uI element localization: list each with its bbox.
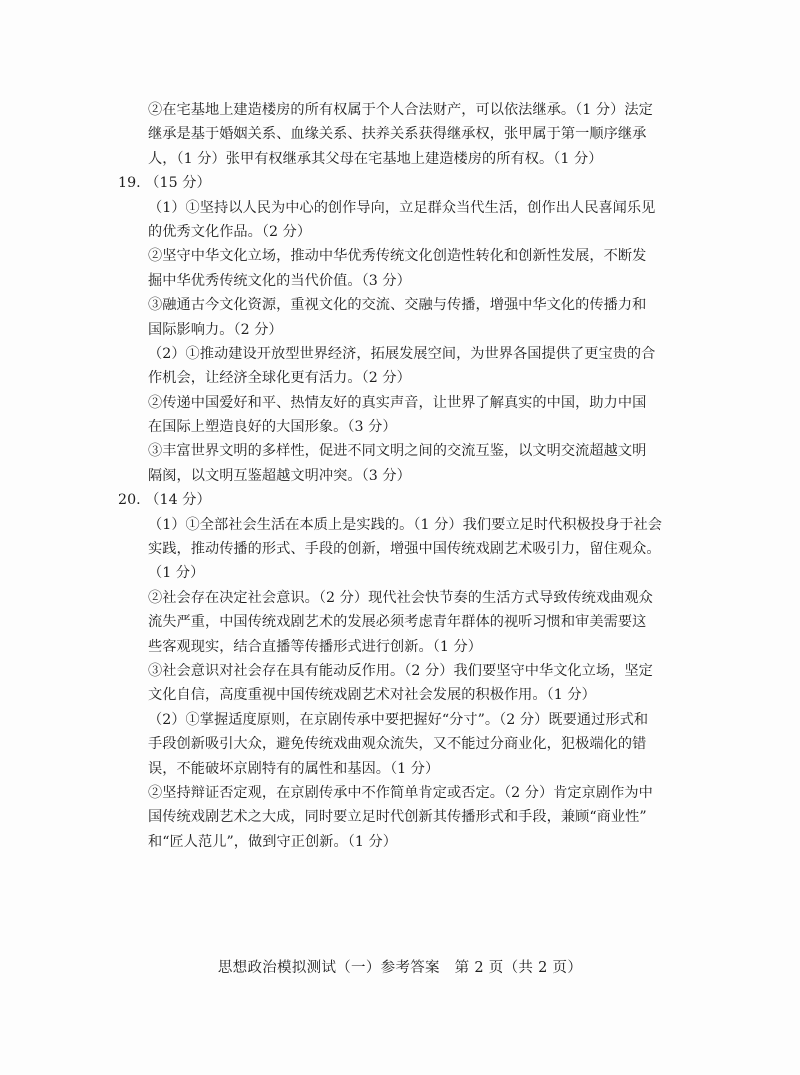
text-line: 国际影响力。（2 分） (148, 321, 283, 338)
text-line: 和“匠人范儿”，做到守正创新。（1 分） (148, 833, 397, 850)
question-20 (118, 488, 696, 854)
text-line: ②坚守中华文化立场，推动中华优秀传统文化创造性转化和创新性发展，不断发 (148, 248, 647, 265)
text-line: ②传递中国爱好和平、热情友好的真实声音，让世界了解真实的中国，助力中国 (148, 394, 647, 411)
question-number (118, 488, 211, 512)
text-line: 人，（1 分）张甲有权继承其父母在宅基地上建造楼房的所有权。（1 分） (148, 150, 603, 167)
text-line: 的优秀文化作品。（2 分） (148, 223, 312, 240)
text-line: 实践，推动传播的形式、手段的创新，增强中国传统戏剧艺术吸引力，留住观众。 (148, 541, 661, 558)
question-score: （14 分） (145, 492, 211, 509)
page-footer: 思想政治模拟测试（一）参考答案 第 2 页（共 2 页） (217, 960, 583, 976)
text-line: ②社会存在决定社会意识。（2 分）现代社会快节奏的生活方式导致传统戏曲观众 (148, 589, 653, 606)
text-line: 误，不能破坏京剧特有的属性和基因。（1 分） (148, 760, 440, 777)
text-line: （2）①推动建设开放型世界经济，拓展发展空间，为世界各国提供了更宝贵的合 (148, 345, 656, 362)
text-line: 流失严重，中国传统戏剧艺术的发展必须考虑青年群体的视听习惯和审美需要这 (148, 614, 647, 631)
question-19 (118, 171, 696, 488)
text-line: ③丰富世界文明的多样性，促进不同文明之间的交流互鉴，以文明交流超越文明 (148, 443, 647, 460)
text-line: 作机会，让经济全球化更有活力。（2 分） (148, 370, 411, 387)
question-header-spacer (148, 488, 696, 512)
text-line: ③融通古今文化资源，重视文化的交流、交融与传播，增强中华文化的传播力和 (148, 297, 647, 314)
question-header-spacer (148, 171, 696, 195)
text-line: 文化自信，高度重视中国传统戏剧艺术对社会发展的积极作用。（1 分） (148, 687, 596, 704)
question-number (118, 171, 211, 195)
answer-content (118, 98, 696, 854)
text-line: 继承是基于婚姻关系、血缘关系、扶养关系获得继承权，张甲属于第一顺序继承 (148, 126, 647, 143)
text-line: 国传统戏剧艺术之大成，同时要立足时代创新其传播形式和手段，兼顾“商业性” (148, 809, 647, 826)
text-line: 在国际上塑造良好的大国形象。（3 分） (148, 419, 397, 436)
text-line: （1）①坚持以人民为中心的创作导向，立足群众当代生活，创作出人民喜闻乐见 (148, 199, 656, 216)
question-number-text: 20. (118, 492, 141, 509)
question-score: （15 分） (145, 175, 211, 192)
text-line: ②在宅基地上建造楼房的所有权属于个人合法财产，可以依法继承。（1 分）法定 (148, 102, 653, 118)
text-line: ③社会意识对社会存在具有能动反作用。（2 分）我们要坚守中华文化立场，坚定 (148, 662, 653, 679)
question-number-text: 19. (118, 175, 141, 192)
text-line: 些客观现实，结合直播等传播形式进行创新。（1 分） (148, 638, 483, 655)
q18-continuation (148, 98, 696, 171)
text-line: 隔阂，以文明互鉴超越文明冲突。（3 分） (148, 467, 411, 484)
text-line: 手段创新吸引大众，避免传统戏曲观众流失，又不能过分商业化，犯极端化的错 (148, 736, 647, 753)
text-line: （2）①掌握适度原则，在京剧传承中要把握好“分寸”。（2 分）既要通过形式和 (148, 711, 649, 728)
text-line: 掘中华优秀传统文化的当代价值。（3 分） (148, 272, 411, 289)
text-line: （1 分） (148, 565, 205, 582)
text-line: （1）①全部社会生活在本质上是实践的。（1 分）我们要立足时代积极投身于社会 (148, 516, 662, 533)
text-line: ②坚持辩证否定观，在京剧传承中不作简单肯定或否定。（2 分）肯定京剧作为中 (148, 784, 653, 801)
